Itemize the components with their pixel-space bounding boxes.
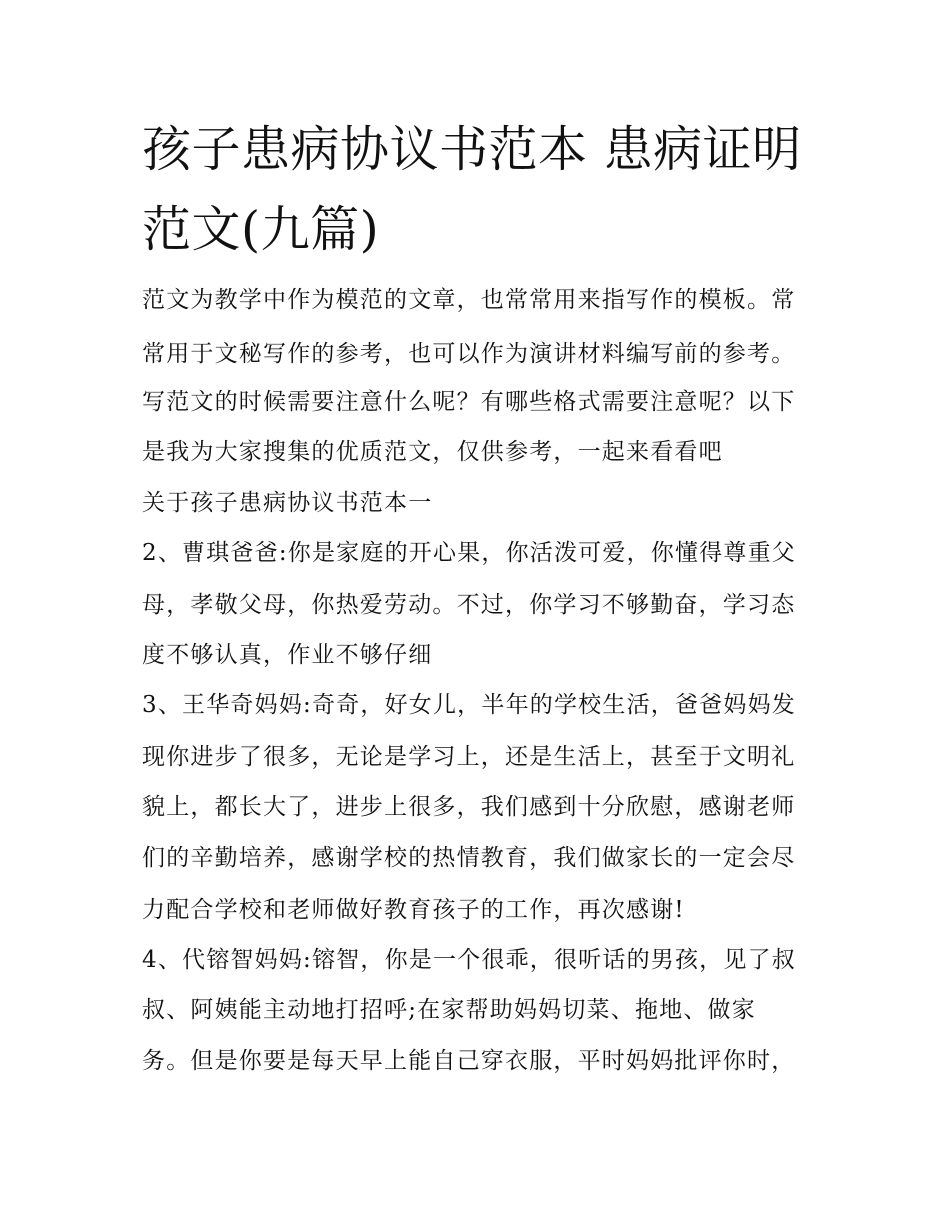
body-line: 4、代镕智妈妈:镕智，你是一个很乖，很听话的男孩，见了叔 <box>142 947 796 973</box>
body-line: 务。但是你要是每天早上能自己穿衣服，平时妈妈批评你时， <box>142 1048 796 1074</box>
body-line: 们的辛勤培养，感谢学校的热情教育，我们做家长的一定会尽 <box>142 845 796 871</box>
body-line: 度不够认真，作业不够仔细 <box>142 642 433 668</box>
title-line: 孩子患病协议书范本 患病证明 <box>142 121 802 178</box>
body-line: 母，孝敬父母，你热爱劳动。不过，你学习不够勤奋，学习态 <box>142 592 796 618</box>
body-line: 3、王华奇妈妈:奇奇，好女儿，半年的学校生活，爸爸妈妈发 <box>142 692 796 718</box>
body-line: 叔、阿姨能主动地打招呼;在家帮助妈妈切菜、拖地、做家 <box>142 997 756 1023</box>
body-line: 力配合学校和老师做好教育孩子的工作，再次感谢! <box>142 897 685 923</box>
body-line: 常用于文秘写作的参考，也可以作为演讲材料编写前的参考。 <box>142 341 796 367</box>
body-line: 是我为大家搜集的优质范文，仅供参考，一起来看看吧 <box>142 439 723 465</box>
document-title <box>142 110 822 270</box>
body-line: 范文为教学中作为模范的文章，也常常用来指写作的模板。常 <box>142 287 796 313</box>
body-line: 2、曹琪爸爸:你是家庭的开心果，你活泼可爱，你懂得尊重父 <box>142 540 796 566</box>
body-line: 貌上，都长大了，进步上很多，我们感到十分欣慰，感谢老师 <box>142 794 796 820</box>
section-heading: 关于孩子患病协议书范本一 <box>142 490 433 516</box>
body-line: 写范文的时候需要注意什么呢？有哪些格式需要注意呢？以下 <box>142 389 796 415</box>
title-line: 范文(九篇) <box>142 201 380 258</box>
body-line: 现你进步了很多，无论是学习上，还是生活上，甚至于文明礼 <box>142 744 796 770</box>
